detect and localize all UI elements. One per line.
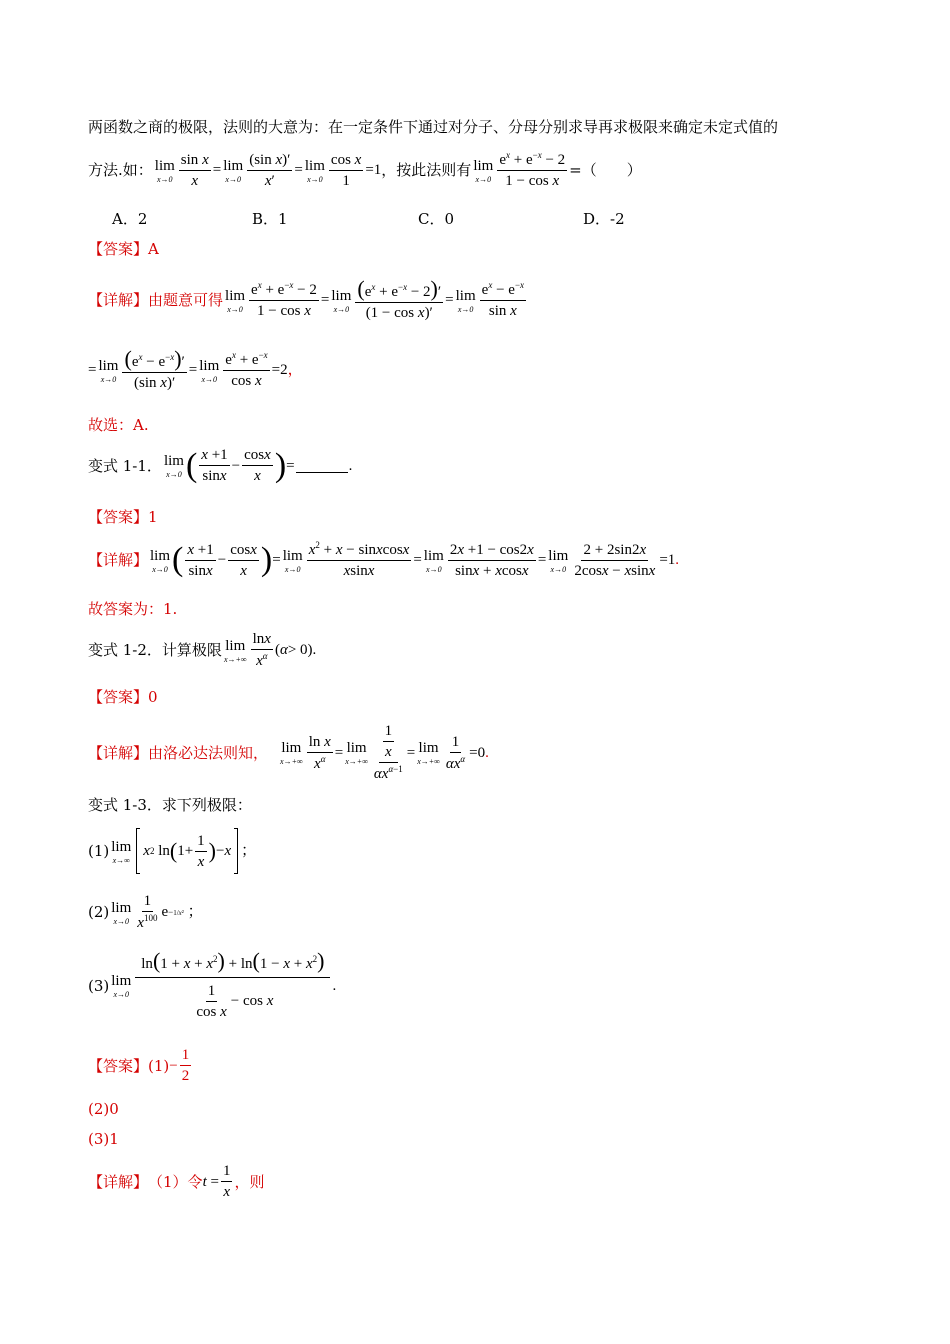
v2-detail: 【详解】 由洛必达法则知， lim x→+∞ $\frac{\text{ln x}}{x^\alpha}$ = lim x→+∞ $\frac{\frac{1}{x}}{\alpha x^{\alpha-1}}$ = lim x→+∞ $\frac{1}{\alpha x^\alpha}$ =0 . bbox=[88, 723, 489, 782]
v1-detail: 【详解】 lim x→0 ( $\frac{x +1}{\sin x}$ − $\frac{\cos x}{x}$ ) = lim x→0 $\frac{x^2 + x - sinxcosx}{xsinx}$ = lim x→0 $\frac{2x +1 - \cos 2x}{\sin x + xcosx}$ = lim x→0 $\frac{2 + 2\sin 2x}{2\cos x - xsinx}$ =1 . bbox=[88, 540, 680, 579]
v3-part-1: (1) lim x→∞ x 2 ln ( 1+ $\frac{1}{x}$ ) − x ； bbox=[88, 828, 256, 874]
v3-part-2: (2) lim x→0 $\frac{1}{x^{100}}$ e −1/x² ； bbox=[88, 893, 203, 931]
v2-detail-formula: lim x→+∞ $\frac{\text{ln x}}{x^\alpha}$ = lim x→+∞ $\frac{\frac{1}{x}}{\alpha x^{\alpha-1}}$ = lim x→+∞ $\frac{1}{\alpha x^\alpha}$ =0 . bbox=[280, 723, 489, 782]
option-d: D．-2 bbox=[583, 210, 625, 228]
answer-value: A bbox=[148, 240, 159, 258]
option-a: A．2 bbox=[112, 210, 148, 228]
v2-question bbox=[88, 630, 316, 670]
question-paren: =（ ） bbox=[569, 161, 642, 179]
option-c: C．0 bbox=[418, 210, 455, 228]
q0-detail-2 bbox=[88, 348, 303, 392]
intro-line-2 bbox=[88, 150, 642, 190]
v1-question bbox=[88, 446, 352, 485]
v3-formula-3: lim x→0 $\ln(1 + x + x^2) + \ln(1 - x + x^2)$ $\frac{1}{\text{cos x}}$ − cos x . bbox=[111, 948, 337, 1020]
v1-detail-formula: lim x→0 ( $\frac{x +1}{\sin x}$ − $\frac{\cos x}{x}$ ) = lim x→0 $\frac{x^2 + x - sinxcosx}{xsinx}$ = lim x→0 $\frac{2x +1 - \cos 2x}{\sin x + xcosx}$ = lim x→0 $\frac{2 + 2\sin 2x}{2\cos x - xsinx}$ =1 . bbox=[150, 540, 680, 579]
v3-detail: 【详解】 （1）令 t = $\frac{1}{x}$ ，则 bbox=[88, 1163, 265, 1200]
option-b: B．1 bbox=[252, 210, 288, 228]
q0-detail-formula-2: = lim x→0 $\frac{(e^x - e^{-x})'}{\text{(sin x)′}}$ = lim x→0 $\frac{e^x + e^{-x}}{\text{cos x}}$ =2 ， bbox=[88, 346, 303, 391]
v1-conclusion: 故答案为：1. bbox=[88, 600, 178, 618]
intro-mid: ，按此法则有 bbox=[381, 161, 472, 179]
question-formula: lim x→0 $\frac{e^x + e^{-x} - 2}{\text{1 − cos x}}$ bbox=[473, 150, 566, 189]
example-formula: lim x→0 $\frac{\text{sin x}}{x}$ = lim x→0 $\frac{\text{(sin x)′}}{x'}$ = lim x→0 $\frac{\text{cos x}}{1}$ =1 bbox=[154, 151, 382, 189]
intro-line-1 bbox=[88, 118, 778, 136]
detail-text: 由题意可得 bbox=[148, 291, 224, 309]
q0-answer bbox=[88, 240, 159, 258]
v1-formula: lim x→0 ( $\frac{x +1}{\sin x}$ − $\frac{\cos x}{x}$ ) = . bbox=[163, 446, 353, 484]
v3-label: 变式 1-3．求下列极限： bbox=[88, 796, 252, 814]
v2-formula: lim x→+∞ $\frac{\ln x}{x^\alpha}$ ( α > 0). bbox=[223, 631, 317, 669]
v1-label: 变式 1-1． bbox=[88, 456, 162, 475]
intro-text: 两函数之商的极限，法则的大意为：在一定条件下通过对分子、分母分别求导再求极限来确定未定式值的 bbox=[88, 118, 779, 136]
v3-question bbox=[88, 796, 252, 814]
q0-detail bbox=[88, 278, 528, 322]
v1-answer: 【答案】 1 bbox=[88, 508, 158, 526]
v3-detail-formula: t = $\frac{1}{x}$ bbox=[202, 1163, 231, 1200]
q0-conclusion: 故选：A. bbox=[88, 416, 149, 434]
q0-detail-formula-1: lim x→0 $\frac{e^x + e^{-x} - 2}{\text{1 − cos x}}$ = lim x→0 $\frac{(e^x + e^{-x} - 2)'}{\text{(1 − cos x)′}}$ = lim x→0 $\frac{e^x - e^{-x}}{\text{sin x}}$ bbox=[225, 276, 525, 321]
answer-blank bbox=[296, 458, 348, 473]
detail-tag: 【详解】 bbox=[88, 291, 149, 309]
v3-formula-1: lim x→∞ x 2 ln ( 1+ $\frac{1}{x}$ ) − x ； bbox=[109, 828, 256, 874]
intro-prefix: 方法.如： bbox=[88, 161, 153, 179]
v2-answer: 【答案】 0 bbox=[88, 688, 158, 706]
answer-tag: 【答案】 bbox=[88, 240, 149, 258]
v3-part-3: (3) lim x→0 $\ln(1 + x + x^2) + \ln(1 - x + x^2)$ $\frac{1}{\text{cos x}}$ − cos x . bbox=[88, 948, 337, 1020]
v3-formula-2: lim x→0 $\frac{1}{x^{100}}$ e −1/x² ； bbox=[111, 893, 203, 931]
v3-answer: 【答案】 (1) − $\frac{1}{2}$ bbox=[88, 1047, 190, 1084]
v3-answer-3: (3)1 bbox=[88, 1130, 119, 1148]
v2-label: 变式 1-2．计算极限 bbox=[88, 641, 222, 659]
v3-answer-2: (2)0 bbox=[88, 1100, 119, 1118]
